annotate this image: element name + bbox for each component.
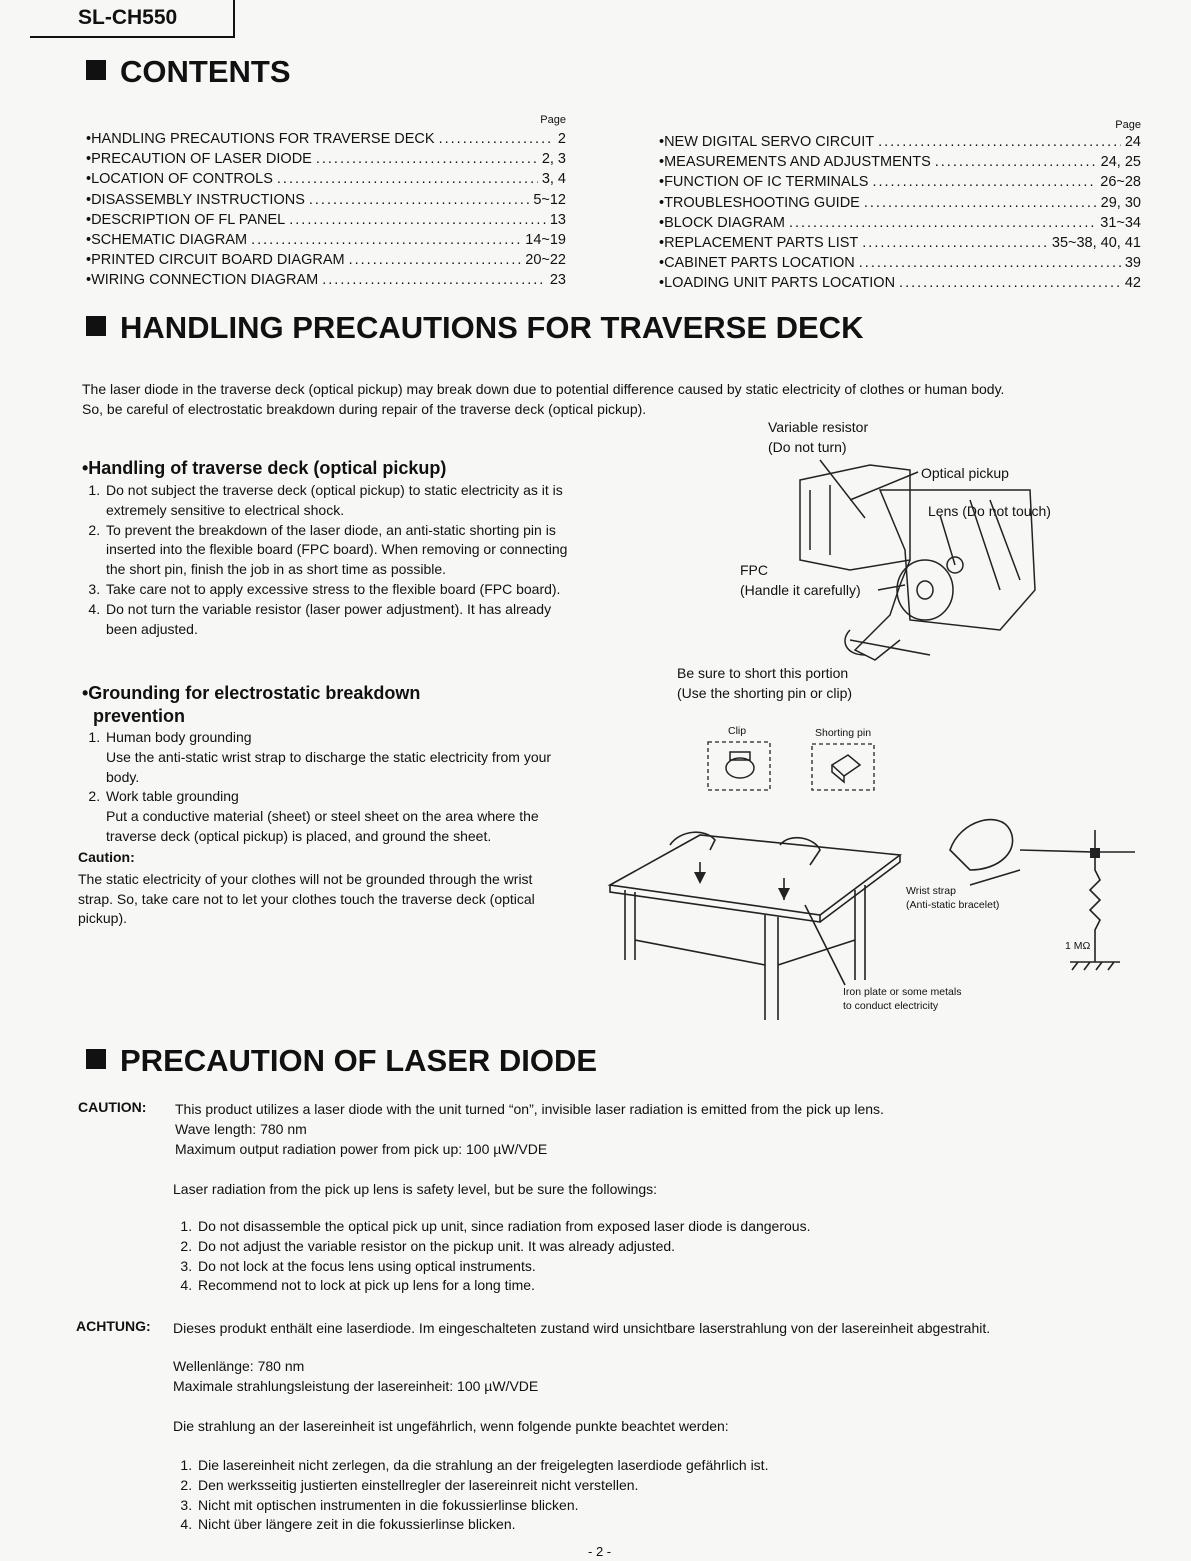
laser-list bbox=[174, 1217, 1016, 1296]
toc-entry[interactable]: •PRECAUTION OF LASER DIODE ..... 2, 3 bbox=[86, 149, 566, 169]
label-short-portion: Be sure to short this portion (Use the shorting pin or clip) bbox=[677, 665, 853, 701]
toc-right-page-label: Page bbox=[1115, 119, 1141, 131]
toc-entry[interactable]: •CABINET PARTS LOCATION ..... 39 bbox=[659, 253, 1141, 273]
grounding-subheading: •Grounding for electrostatic breakdown prevention bbox=[82, 683, 421, 726]
hand-icon bbox=[780, 838, 820, 865]
toc-entry[interactable]: •LOADING UNIT PARTS LOCATION ..... 42 bbox=[659, 273, 1141, 293]
toc-left-page-label: Page bbox=[540, 114, 566, 126]
table-leg bbox=[625, 890, 635, 960]
handling-intro bbox=[82, 380, 1042, 419]
leader-line bbox=[878, 585, 905, 590]
shorting-pin-icon bbox=[832, 755, 860, 776]
table-leg bbox=[765, 915, 778, 1020]
handling-subheading: •Handling of traverse deck (optical pickup) bbox=[82, 458, 447, 478]
intro-line-2: So, be careful of electrostatic breakdown during repair of the traverse deck (optical pickup). bbox=[82, 400, 647, 417]
down-arrow-icon bbox=[694, 872, 706, 884]
laser-caution-block: This product utilizes a laser diode with the unit turned “on”, invisible laser radiation is emitted from the pick up lens. Wave length: 780 nm Maximum output radiation power from pick up: 100 µW/VDE bbox=[175, 1101, 884, 1157]
list-item: 2. Den werksseitig justierten einstellregler der lasereinreit nicht verstellen. bbox=[196, 1476, 1016, 1496]
label-clip: Clip bbox=[728, 725, 747, 737]
label-resistor: 1 MΩ bbox=[1065, 940, 1091, 952]
list-item: 3. Take care not to apply excessive stress to the flexible board (FPC board). bbox=[104, 580, 574, 600]
down-arrow-icon bbox=[778, 888, 790, 900]
laser-safety-text: Laser radiation from the pick up lens is safety level, but be sure the followings: bbox=[173, 1181, 658, 1197]
model-name: SL-CH550 bbox=[78, 6, 178, 29]
list-item: 4. Recommend not to lock at pick up lens for a long time. bbox=[196, 1276, 1016, 1296]
list-item: 2. To prevent the breakdown of the laser diode, an anti-static shorting pin is inserted into the flexible board (FPC board). When removing or connecting the short pin, finish the job in as short time as possible. bbox=[104, 521, 574, 580]
disc-spindle bbox=[897, 560, 953, 620]
toc-left bbox=[86, 129, 566, 291]
list-item: 1. Human body grounding Use the anti-static wrist strap to discharge the static electricity from your body. bbox=[104, 728, 584, 787]
table-leg bbox=[855, 885, 865, 980]
toc-entry[interactable]: •TROUBLESHOOTING GUIDE ..... 29, 30 bbox=[659, 193, 1141, 213]
list-item: 2. Do not adjust the variable resistor on the pickup unit. It was already adjusted. bbox=[196, 1237, 1016, 1257]
caution-label: Caution: bbox=[78, 849, 135, 865]
toc-entry[interactable]: •MEASUREMENTS AND ADJUSTMENTS ..... 24, 25 bbox=[659, 152, 1141, 172]
toc-entry[interactable]: •SCHEMATIC DIAGRAM ..... 14~19 bbox=[86, 230, 566, 250]
toc-entry[interactable]: •HANDLING PRECAUTIONS FOR TRAVERSE DECK ..... 2 bbox=[86, 129, 566, 149]
list-item: 4. Nicht über längere zeit in die fokussierlinse blicken. bbox=[196, 1515, 1016, 1535]
laser-heading: PRECAUTION OF LASER DIODE bbox=[86, 1043, 597, 1079]
achtung-label: ACHTUNG: bbox=[76, 1318, 151, 1334]
list-item: 4. Do not turn the variable resistor (laser power adjustment). It has already been adjusted. bbox=[104, 600, 574, 640]
optical-pickup-diagram bbox=[700, 430, 1100, 800]
leader-line bbox=[820, 460, 865, 518]
handling-list bbox=[82, 481, 574, 639]
clip-box bbox=[708, 742, 770, 790]
toc-entry[interactable]: •NEW DIGITAL SERVO CIRCUIT ..... 24 bbox=[659, 132, 1141, 152]
square-bullet-icon bbox=[86, 1049, 106, 1069]
resistor-icon bbox=[1090, 852, 1100, 950]
toc-entry[interactable]: •DISASSEMBLY INSTRUCTIONS ..... 5~12 bbox=[86, 190, 566, 210]
grounding-list bbox=[82, 728, 584, 847]
toc-entry[interactable]: •LOCATION OF CONTROLS ..... 3, 4 bbox=[86, 169, 566, 189]
achtung-list bbox=[174, 1456, 1016, 1535]
square-bullet-icon bbox=[86, 316, 106, 336]
toc-entry[interactable]: •FUNCTION OF IC TERMINALS ..... 26~28 bbox=[659, 172, 1141, 192]
list-item: 1. Do not disassemble the optical pick up unit, since radiation from exposed laser diode is dangerous. bbox=[196, 1217, 1016, 1237]
ground-icon bbox=[1070, 962, 1120, 970]
achtung-values: Wellenlänge: 780 nm Maximale strahlungsleistung der lasereinheit: 100 µW/VDE bbox=[173, 1358, 539, 1394]
list-item: 3. Do not lock at the focus lens using optical instruments. bbox=[196, 1257, 1016, 1277]
list-item: 3. Nicht mit optischen instrumenten in die fokussierlinse blicken. bbox=[196, 1496, 1016, 1516]
toc-entry[interactable]: •REPLACEMENT PARTS LIST ..... 35~38, 40, 41 bbox=[659, 233, 1141, 253]
list-item: 1. Do not subject the traverse deck (optical pickup) to static electricity as it is extremely sensitive to electrical shock. bbox=[104, 481, 574, 521]
toc-entry[interactable]: •BLOCK DIAGRAM ..... 31~34 bbox=[659, 213, 1141, 233]
handling-heading: HANDLING PRECAUTIONS FOR TRAVERSE DECK bbox=[86, 310, 863, 346]
label-shorting-pin: Shorting pin bbox=[815, 727, 872, 739]
achtung-text: Dieses produkt enthält eine laserdiode. Im eingeschalteten zustand wird unsichtbare laserstrahlung von der lasereinheit abgestrahit. bbox=[173, 1320, 991, 1336]
toc-right bbox=[659, 132, 1141, 294]
page-number: - 2 - bbox=[588, 1544, 612, 1559]
toc-entry[interactable]: •WIRING CONNECTION DIAGRAM ..... 23 bbox=[86, 270, 566, 290]
caution-text: The static electricity of your clothes will not be grounded through the wrist strap. So, take care not to let your clothes touch the traverse deck (optical pickup). bbox=[78, 871, 535, 926]
list-item: 2. Work table grounding Put a conductive material (sheet) or steel sheet on the area where the traverse deck (optical pickup) is placed, and ground the sheet. bbox=[104, 787, 584, 846]
label-iron-plate: Iron plate or some metals to conduct electricity bbox=[843, 986, 962, 1012]
label-fpc: FPC (Handle it carefully) bbox=[740, 562, 861, 598]
contents-heading: CONTENTS bbox=[86, 54, 291, 90]
shorting-pin-box bbox=[812, 744, 874, 790]
label-optical-pickup: Optical pickup bbox=[921, 465, 1009, 481]
square-bullet-icon bbox=[86, 60, 106, 80]
leader-line bbox=[970, 870, 1020, 885]
work-table-top bbox=[610, 835, 900, 915]
achtung-strahlung: Die strahlung an der lasereinheit ist ungefährlich, wenn folgende punkte beachtet werden: bbox=[173, 1418, 729, 1434]
toc-entry[interactable]: •DESCRIPTION OF FL PANEL ..... 13 bbox=[86, 210, 566, 230]
clip-icon bbox=[726, 758, 754, 778]
leader-line bbox=[850, 472, 918, 500]
model-tab bbox=[30, 0, 235, 38]
intro-line-1: The laser diode in the traverse deck (optical pickup) may break down due to potential difference caused by static electricity of clothes or human body. bbox=[82, 381, 1005, 397]
fpc-cable bbox=[855, 560, 910, 660]
list-item: 1. Die lasereinheit nicht zerlegen, da die strahlung an der freigelegten laserdiode gefährlich ist. bbox=[196, 1456, 1016, 1476]
toc-entry[interactable]: •PRINTED CIRCUIT BOARD DIAGRAM ..... 20~22 bbox=[86, 250, 566, 270]
traverse-deck-frame bbox=[800, 465, 910, 570]
label-lens: Lens (Do not touch) bbox=[928, 503, 1051, 519]
fist-icon bbox=[950, 820, 1013, 870]
laser-caution-label: CAUTION: bbox=[78, 1099, 147, 1115]
label-variable-resistor: Variable resistor (Do not turn) bbox=[768, 419, 869, 455]
label-wrist-strap: Wrist strap (Anti-static bracelet) bbox=[906, 885, 1000, 911]
